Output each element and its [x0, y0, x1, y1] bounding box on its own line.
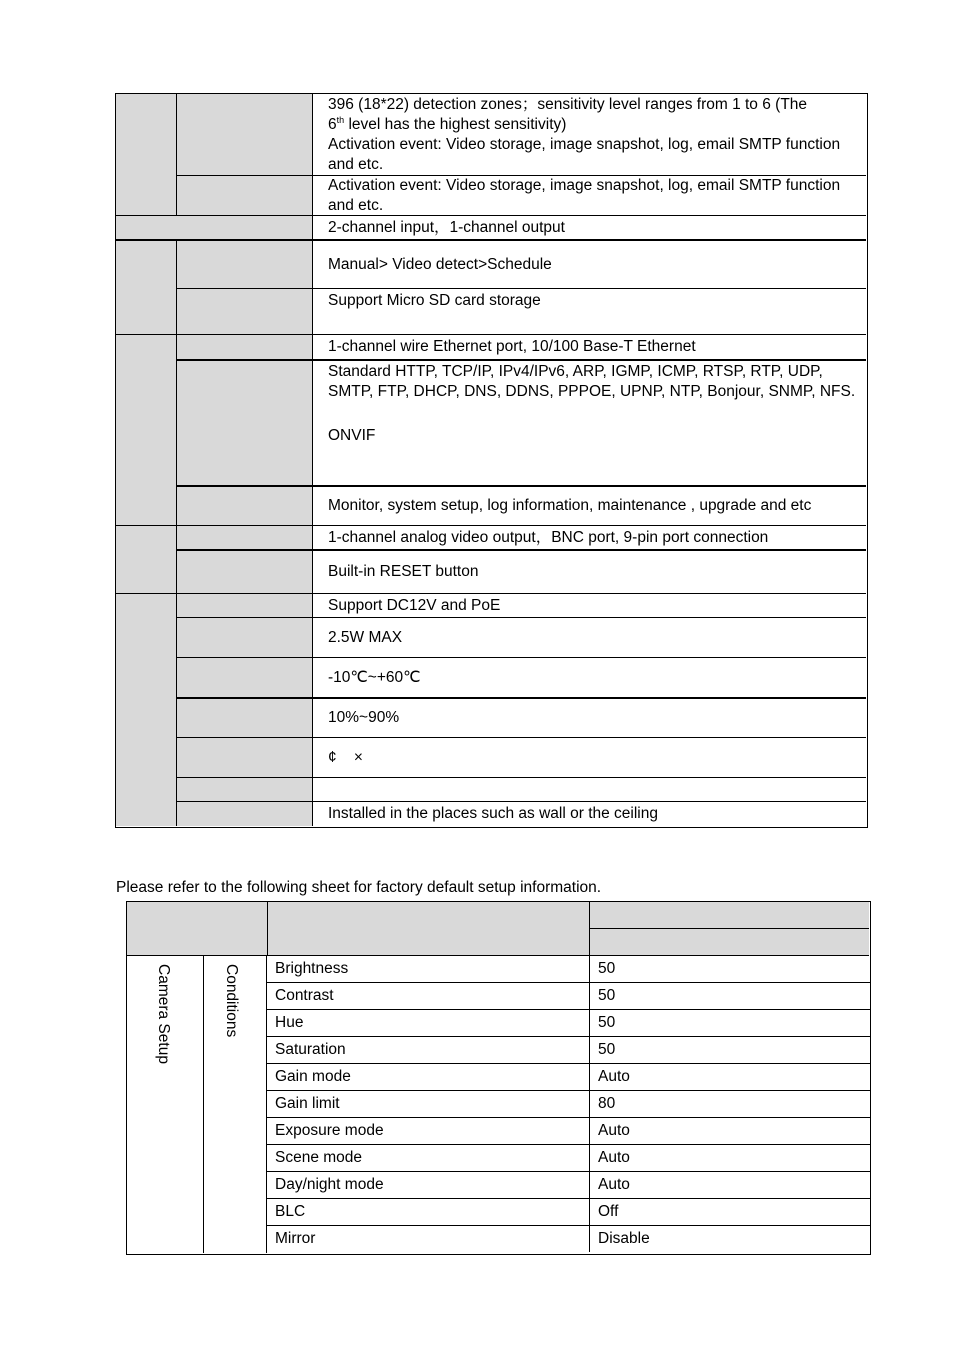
label-cell	[176, 617, 312, 657]
setting-value: 50	[589, 1037, 870, 1063]
reset-value: Built-in RESET button	[328, 563, 479, 580]
header-cell	[589, 928, 869, 955]
humidity-value: 10%~90%	[328, 709, 400, 726]
label-cell	[176, 525, 312, 549]
header-cell	[127, 902, 267, 955]
installation-value: Installed in the places such as wall or the ceiling	[328, 805, 658, 822]
intro-text: Please refer to the following sheet for factory default setup information.	[116, 879, 602, 896]
setting-value: Disable	[589, 1226, 870, 1252]
setting-value: 50	[589, 1010, 870, 1036]
setting-name: Saturation	[275, 1041, 346, 1058]
remote-operation-value: Monitor, system setup, log information, maintenance , upgrade and etc	[328, 497, 812, 514]
table-row	[267, 1063, 870, 1090]
label-cell	[176, 737, 312, 777]
setting-name: Exposure mode	[275, 1122, 384, 1139]
setting-value: Auto	[589, 1172, 870, 1198]
storage-value: Support Micro SD card storage	[328, 292, 541, 309]
protocol-list: Standard HTTP, TCP/IP, IPv4/IPv6, ARP, IGMP, ICMP, RTSP, RTP, UDP, SMTP, FTP, DHCP, DNS, DDNS, PPPOE, UPNP, NTP, Bonjour, SNMP, NFS.	[328, 363, 856, 400]
label-cell	[116, 215, 312, 239]
setting-value: 50	[589, 956, 870, 983]
setting-name: Scene mode	[275, 1149, 363, 1166]
motion-zones-text: 396 (18*22) detection zones；sensitivity level ranges from 1 to 6 (The 6th level has the highest sensitivity)	[328, 96, 808, 133]
setting-value: Auto	[589, 1118, 870, 1144]
setting-value: 50	[589, 983, 870, 1009]
column-divider	[203, 955, 204, 1253]
label-cell	[176, 94, 312, 175]
record-priority-value: Manual> Video detect>Schedule	[328, 255, 552, 273]
column-divider	[312, 94, 313, 826]
table-row	[267, 1036, 870, 1063]
setting-name: Mirror	[275, 1230, 316, 1247]
label-cell	[176, 549, 312, 593]
consumption-value: 2.5W MAX	[328, 628, 403, 646]
table-row	[267, 1198, 870, 1225]
alarm-value: 2-channel input，1-channel output	[328, 218, 565, 236]
motion-detect-value	[322, 95, 867, 175]
weight-value	[322, 778, 867, 801]
table-row	[267, 1090, 870, 1117]
onvif-text: ONVIF	[328, 427, 376, 444]
label-cell	[176, 175, 312, 215]
ethernet-value: 1-channel wire Ethernet port, 10/100 Base-T Ethernet	[328, 338, 696, 355]
table-row	[267, 982, 870, 1009]
setting-name: Gain limit	[275, 1095, 340, 1112]
row-rule	[312, 288, 866, 289]
label-cell	[176, 359, 312, 485]
table-row	[267, 1117, 870, 1144]
setting-value: Off	[589, 1199, 870, 1225]
label-cell	[176, 593, 312, 617]
label-cell	[116, 239, 176, 334]
label-cell	[116, 334, 176, 525]
motion-activation-text: Activation event: Video storage, image snapshot, log, email SMTP function and etc.	[328, 136, 841, 173]
setting-value: Auto	[589, 1145, 870, 1171]
label-cell	[176, 485, 312, 525]
table-row	[267, 1144, 870, 1171]
label-cell	[176, 801, 312, 826]
table-row	[267, 1009, 870, 1036]
setting-value: Auto	[589, 1064, 870, 1090]
setting-name: Gain mode	[275, 1068, 351, 1085]
label-cell	[176, 239, 312, 288]
row-rule	[312, 485, 866, 487]
setting-name: Contrast	[275, 987, 334, 1004]
table-row	[267, 956, 870, 983]
setting-value: 80	[589, 1091, 870, 1117]
dimensions-value: ¢ ×	[328, 748, 363, 766]
label-cell	[116, 593, 176, 826]
spec-table	[115, 93, 868, 828]
table-row	[267, 1225, 870, 1252]
table-row	[267, 1171, 870, 1198]
setting-name: Brightness	[275, 960, 349, 977]
protocol-value	[322, 362, 867, 484]
row-rule	[312, 359, 866, 361]
label-cell	[176, 334, 312, 359]
tampering-activation-text: Activation event: Video storage, image snapshot, log, email SMTP function and etc.	[328, 177, 841, 214]
conditions-label: Conditions	[223, 964, 240, 1038]
label-cell	[116, 525, 176, 593]
power-value: Support DC12V and PoE	[328, 596, 501, 614]
label-cell	[176, 697, 312, 737]
camera-setup-label: Camera Setup	[155, 964, 172, 1064]
setting-name: Day/night mode	[275, 1176, 384, 1193]
temperature-value: -10℃~+60℃	[328, 668, 421, 686]
label-cell	[176, 657, 312, 697]
setting-name: BLC	[275, 1203, 306, 1220]
label-cell	[176, 777, 312, 801]
default-setup-table	[126, 901, 871, 1255]
header-cell	[589, 902, 869, 928]
label-cell	[176, 288, 312, 334]
video-output-value: 1-channel analog video output，BNC port, 9-pin port connection	[328, 528, 769, 546]
header-cell	[267, 902, 589, 955]
setting-name: Hue	[275, 1014, 304, 1031]
label-cell	[116, 94, 176, 215]
